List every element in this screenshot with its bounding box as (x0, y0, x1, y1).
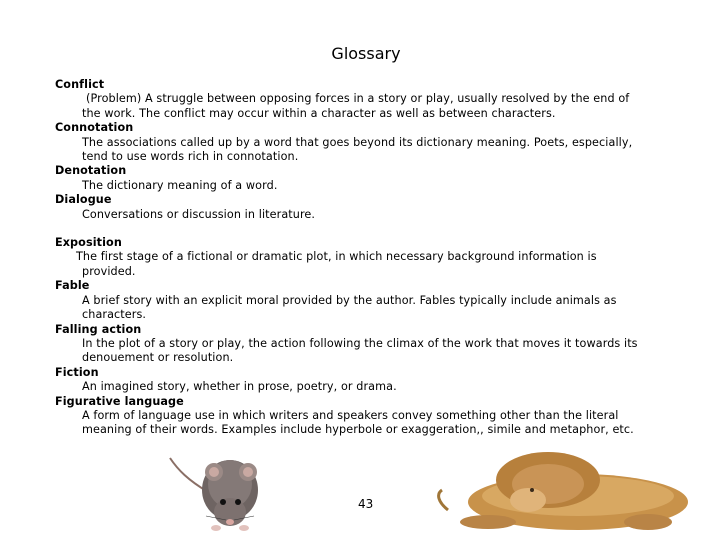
glossary-term: Figurative language (55, 394, 184, 408)
page-title: Glossary (331, 44, 401, 63)
glossary-term: Conflict (55, 78, 105, 91)
glossary-term: Exposition (55, 236, 122, 250)
glossary-term: Fiction (55, 365, 99, 379)
glossary-definition: A form of language use in which writers and speakers convey something other than the literal meaning of their words. Examples include hyperbole or exaggeration,, simile and metaphor, etc. (82, 408, 634, 437)
glossary-definition: An imagined story, whether in prose, poetry, or drama. (82, 380, 397, 394)
section-spacer (55, 222, 685, 236)
rat-image (168, 440, 288, 532)
glossary-term: Denotation (55, 164, 127, 178)
glossary-definition: The associations called up by a word that goes beyond its dictionary meaning. Poets, especially, tend to use words rich in connotation. (82, 135, 633, 164)
glossary-term: Falling action (55, 322, 142, 336)
glossary-definition: In the plot of a story or play, the action following the climax of the work that moves it towards its denouement or resolution. (82, 336, 638, 365)
page-number: 43 (358, 497, 374, 511)
glossary-term: Connotation (55, 121, 134, 135)
glossary-list (55, 78, 685, 438)
lion-image (428, 440, 694, 540)
glossary-term: Dialogue (55, 193, 112, 207)
glossary-definition: (Problem) A struggle between opposing forces in a story or play, usually resolved by the end of the work. The conflict may occur within a character as well as between characters. (82, 92, 630, 120)
glossary-definition: The first stage of a fictional or dramatic plot, in which necessary background information is provided. (76, 250, 597, 278)
glossary-definition: The dictionary meaning of a word. (82, 178, 278, 192)
glossary-definition: Conversations or discussion in literature. (82, 207, 316, 221)
glossary-term: Fable (55, 279, 90, 293)
glossary-definition: A brief story with an explicit moral provided by the author. Fables typically include animals as characters. (82, 293, 617, 322)
